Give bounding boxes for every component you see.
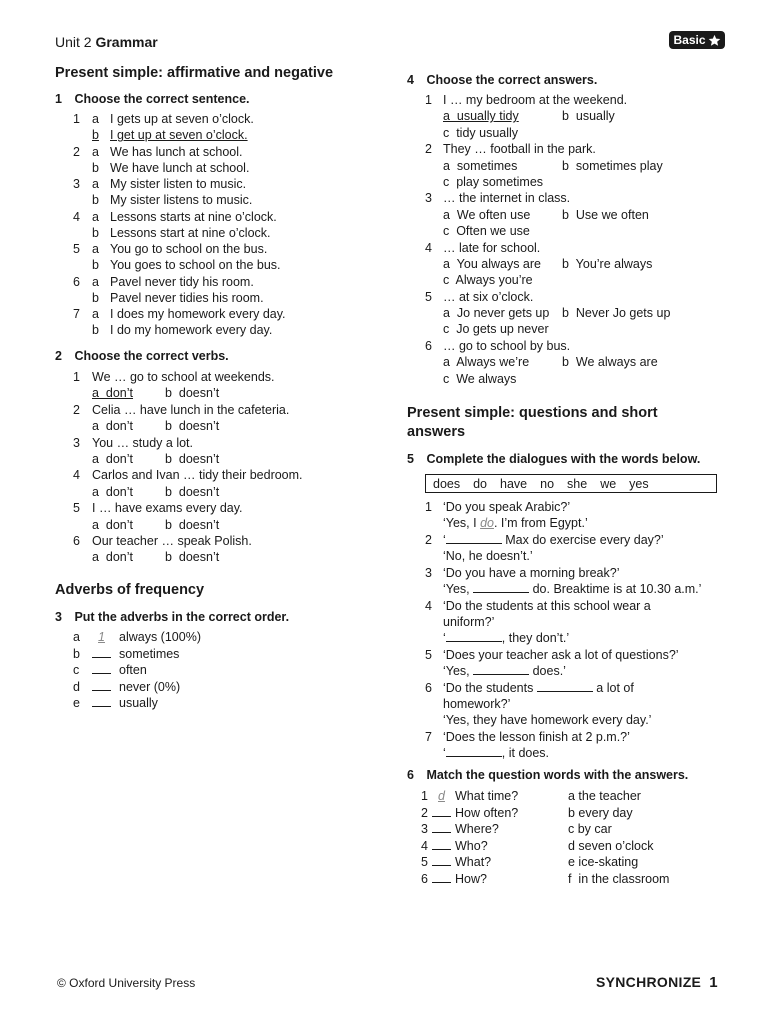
ex1-option-b[interactable]: My sister listens to music. [110, 193, 253, 208]
ex2-option-a[interactable]: a don’t [92, 386, 134, 401]
star-icon [708, 34, 721, 47]
ex4-option-a[interactable]: a sometimes [443, 158, 518, 173]
d7-question: ‘Does the lesson finish at 2 p.m.?’ [443, 730, 630, 744]
ex4-instruction: Choose the correct answers. [426, 73, 598, 87]
ex1-option-b[interactable]: I get up at seven o’clock. [110, 128, 248, 143]
ex2-option-b[interactable]: b doesn’t [165, 386, 220, 401]
ex1-item-number: 1 [73, 112, 80, 126]
ex1-option-b[interactable]: We have lunch at school. [110, 160, 250, 175]
ex4-question: … go to school by bus. [443, 339, 571, 353]
ex6-answer-option: a the teacher [568, 789, 641, 803]
d3-num: 3 [425, 566, 432, 580]
ex3-number: 3 [55, 610, 62, 624]
ex4-option-a[interactable]: a usually tidy [443, 109, 519, 124]
ex2-option-a[interactable]: a don’t [92, 451, 134, 466]
ex4-option-b[interactable]: b Use we often [562, 207, 649, 222]
d2-answer: ‘No, he doesn’t.’ [443, 549, 533, 563]
ex6-answer-blank[interactable]: d [438, 789, 445, 803]
d3-blank[interactable] [473, 582, 529, 593]
ex1-option-b[interactable]: Lessons start at nine o’clock. [110, 225, 271, 240]
ex4-option-c[interactable]: c tidy usually [443, 125, 519, 140]
ex1-option-letter[interactable]: b [92, 160, 99, 175]
ex2-question: Celia … have lunch in the cafeteria. [92, 402, 290, 417]
ex4-option-b[interactable]: b usually [562, 109, 615, 124]
d4-question-l2: uniform?’ [443, 615, 495, 629]
word-box [425, 474, 717, 493]
heading-questions-l2: answers [407, 424, 466, 440]
ex1-option-a[interactable]: You go to school on the bus. [110, 242, 268, 256]
d5-blank[interactable] [473, 664, 529, 675]
copyright: © Oxford University Press [57, 976, 196, 990]
ex1-option-a[interactable]: Lessons starts at nine o’clock. [110, 209, 277, 224]
ex4-option-a[interactable]: a You always are [443, 256, 541, 271]
page-number: 1 [709, 974, 718, 991]
ex2-question: I … have exams every day. [92, 501, 243, 516]
ex3-instruction: Put the adverbs in the correct order. [74, 610, 290, 624]
ex3-answer-blank[interactable]: 1 [98, 630, 105, 644]
d6-num: 6 [425, 681, 432, 695]
ex6-question-word: Who? [455, 838, 488, 853]
ex4-heading [407, 73, 597, 87]
ex2-option-b[interactable]: b doesn’t [165, 550, 220, 565]
ex6-question-word: What time? [455, 789, 519, 803]
word-box-word: yes [629, 476, 649, 491]
level-badge [669, 31, 725, 49]
ex4-item-number: 3 [425, 191, 432, 206]
ex1-item-number: 7 [73, 307, 80, 321]
ex4-option-c[interactable]: c Often we use [443, 224, 530, 238]
ex1-option-letter[interactable]: b [92, 128, 99, 143]
word-box-word: does [433, 476, 461, 491]
ex3-answer-blank[interactable] [92, 662, 111, 678]
ex6-item-number: 6 [421, 871, 428, 886]
d6-blank[interactable] [537, 681, 593, 692]
ex2-heading [55, 349, 229, 363]
ex2-number: 2 [55, 349, 62, 363]
ex1-option-letter[interactable]: a [92, 307, 99, 321]
d2-num: 2 [425, 533, 432, 547]
d4-blank[interactable] [446, 631, 502, 642]
ex2-item-number: 3 [73, 435, 80, 450]
d4-answer: ‘ , they don’t.’ [443, 631, 570, 645]
d1-example-answer: do [480, 516, 494, 530]
ex6-answer-option: f in the classroom [568, 871, 670, 886]
ex2-option-b[interactable]: b doesn’t [165, 451, 220, 466]
ex6-answer-blank[interactable] [432, 871, 451, 887]
ex6-item-number: 2 [421, 805, 428, 820]
ex2-question: We … go to school at weekends. [92, 370, 275, 384]
ex5-instruction: Complete the dialogues with the words below. [426, 452, 701, 466]
ex4-item-number: 1 [425, 93, 432, 107]
ex3-adverb: sometimes [119, 646, 180, 661]
ex1-option-b[interactable]: Pavel never tidies his room. [110, 290, 264, 305]
d3-question: ‘Do you have a morning break?’ [443, 566, 620, 580]
ex6-item-number: 3 [421, 822, 428, 836]
ex4-question: … the internet in class. [443, 191, 571, 206]
d2-question: ‘ Max do exercise every day?’ [443, 533, 664, 547]
ex6-item-number: 5 [421, 855, 428, 869]
d6-answer: ‘Yes, they have homework every day.’ [443, 713, 652, 727]
ex4-item-number: 5 [425, 289, 432, 304]
ex1-item-number: 5 [73, 242, 80, 256]
ex1-option-a[interactable]: We has lunch at school. [110, 144, 243, 159]
ex6-question-word: How often? [455, 805, 519, 820]
ex3-item-letter: c [73, 663, 80, 677]
ex1-option-letter[interactable]: a [92, 209, 99, 224]
ex3-heading [55, 610, 289, 624]
ex3-adverb: always (100%) [119, 630, 201, 644]
ex1-option-a[interactable]: Pavel never tidy his room. [110, 274, 254, 289]
ex1-instruction: Choose the correct sentence. [74, 92, 250, 106]
ex2-option-b[interactable]: b doesn’t [165, 517, 220, 532]
ex2-item-number: 5 [73, 501, 80, 516]
ex2-question: You … study a lot. [92, 435, 193, 450]
ex1-heading [55, 92, 250, 106]
ex6-question-word: How? [455, 871, 487, 886]
ex4-question: … at six o’clock. [443, 289, 534, 304]
ex5-number: 5 [407, 452, 414, 466]
d1-answer: ‘Yes, I do. I’m from Egypt.’ [443, 516, 588, 530]
ex1-option-letter[interactable]: b [92, 290, 99, 305]
d6-question-l2: homework?’ [443, 697, 511, 711]
ex4-item-number: 4 [425, 240, 432, 255]
heading-questions-l1: Present simple: questions and short [407, 405, 658, 421]
ex1-number: 1 [55, 92, 62, 106]
ex4-option-b[interactable]: b We always are [562, 355, 658, 370]
ex1-item-number: 4 [73, 209, 80, 224]
ex4-option-b[interactable]: b sometimes play [562, 158, 663, 173]
ex6-heading [407, 768, 688, 782]
ex1-option-a[interactable]: I gets up at seven o’clock. [110, 112, 254, 126]
word-box-word: no [540, 476, 555, 491]
ex2-option-a[interactable]: a don’t [92, 517, 134, 532]
ex4-item-number: 6 [425, 339, 432, 353]
d4-question-l1: ‘Do the students at this school wear a [443, 599, 651, 613]
ex2-option-a[interactable]: a don’t [92, 419, 134, 434]
ex1-option-letter[interactable]: a [92, 274, 99, 289]
ex1-option-letter[interactable]: b [92, 225, 99, 240]
ex4-option-c[interactable]: c We always [443, 371, 517, 386]
ex1-option-b[interactable]: I do my homework every day. [110, 323, 273, 338]
ex3-answer-blank[interactable] [92, 679, 111, 695]
ex1-option-a[interactable]: My sister listen to music. [110, 177, 247, 191]
ex4-question: I … my bedroom at the weekend. [443, 93, 628, 107]
ex3-adverb: never (0%) [119, 679, 181, 694]
ex2-item-number: 2 [73, 402, 80, 417]
ex5-heading [407, 452, 700, 466]
ex1-option-a[interactable]: I does my homework every day. [110, 307, 286, 321]
d5-question: ‘Does your teacher ask a lot of questions?’ [443, 648, 679, 662]
ex6-answer-option: c by car [568, 822, 612, 836]
ex4-number: 4 [407, 73, 414, 87]
d7-num: 7 [425, 730, 432, 744]
d3-answer: ‘Yes, do. Breaktime is at 10.30 a.m.’ [443, 582, 702, 596]
ex2-item-number: 6 [73, 534, 80, 548]
ex3-adverb: often [119, 663, 147, 677]
d5-num: 5 [425, 648, 432, 662]
brand-name: SYNCHRONIZE [596, 974, 702, 990]
ex3-answer-blank[interactable] [92, 695, 111, 711]
brand-footer [596, 974, 718, 991]
ex4-option-b[interactable]: b Never Jo gets up [562, 306, 671, 321]
ex2-question: Our teacher … speak Polish. [92, 534, 252, 548]
ex1-option-letter[interactable]: b [92, 258, 99, 273]
ex3-item-letter: e [73, 696, 80, 710]
d1-num: 1 [425, 500, 432, 514]
unit-title [55, 34, 158, 50]
d2-blank[interactable] [446, 533, 502, 544]
ex6-instruction: Match the question words with the answers. [426, 768, 689, 782]
ex1-option-letter[interactable]: a [92, 112, 99, 126]
ex3-adverb: usually [119, 696, 158, 710]
ex4-question: They … football in the park. [443, 142, 596, 157]
ex1-item-number: 2 [73, 144, 80, 159]
ex4-option-c[interactable]: c Jo gets up never [443, 322, 549, 337]
ex4-option-b[interactable]: b You’re always [562, 256, 653, 271]
ex6-item-number: 4 [421, 838, 428, 853]
ex4-question: … late for school. [443, 240, 541, 255]
word-box-word: she [567, 476, 588, 491]
ex2-item-number: 4 [73, 468, 80, 483]
d5-answer: ‘Yes, does.’ [443, 664, 566, 678]
ex3-answer-blank[interactable] [92, 646, 111, 662]
unit-label: Unit 2 [55, 34, 92, 50]
ex4-item-number: 2 [425, 142, 432, 157]
ex2-option-a[interactable]: a don’t [92, 550, 134, 565]
ex1-option-letter[interactable]: b [92, 193, 99, 208]
ex6-item-number: 1 [421, 789, 428, 803]
ex6-answer-option: d seven o’clock [568, 838, 654, 853]
ex1-option-b[interactable]: You goes to school on the bus. [110, 258, 281, 273]
ex6-answer-option: e ice-skating [568, 855, 639, 869]
ex3-item-letter: d [73, 679, 80, 694]
ex1-option-letter[interactable]: a [92, 242, 99, 256]
word-box-word: have [500, 476, 528, 491]
ex4-option-c[interactable]: c Always you’re [443, 273, 533, 288]
ex2-option-b[interactable]: b doesn’t [165, 484, 220, 499]
d6-question-l1: ‘Do the students a lot of [443, 681, 634, 695]
ex1-item-number: 3 [73, 177, 80, 191]
ex2-option-a[interactable]: a don’t [92, 484, 134, 499]
ex6-answer-blank[interactable] [432, 854, 451, 870]
ex2-item-number: 1 [73, 370, 80, 384]
d7-answer: ‘ , it does. [443, 746, 550, 760]
ex6-answer-blank[interactable] [432, 805, 451, 821]
d1-question: ‘Do you speak Arabic?’ [443, 500, 571, 514]
ex2-question: Carlos and Ivan … tidy their bedroom. [92, 468, 303, 483]
d7-blank[interactable] [446, 746, 502, 757]
d4-num: 4 [425, 599, 432, 613]
word-box-word: we [600, 476, 617, 491]
ex1-option-letter[interactable]: a [92, 177, 99, 191]
ex6-answer-option: b every day [568, 805, 633, 820]
ex6-answer-blank[interactable] [432, 821, 451, 837]
ex6-question-word: What? [455, 855, 492, 869]
ex4-option-a[interactable]: a We often use [443, 207, 531, 222]
ex6-question-word: Where? [455, 822, 499, 836]
badge-label: Basic [673, 33, 706, 47]
ex3-item-letter: a [73, 630, 80, 644]
ex4-option-a[interactable]: a Jo never gets up [443, 306, 550, 321]
ex4-option-a[interactable]: a Always we’re [443, 355, 530, 370]
heading-adverbs: Adverbs of frequency [55, 582, 205, 598]
ex1-option-letter[interactable]: a [92, 144, 99, 159]
ex6-answer-blank[interactable] [432, 838, 451, 854]
word-box-word: do [473, 476, 488, 491]
ex2-instruction: Choose the correct verbs. [74, 349, 229, 363]
heading-present-simple: Present simple: affirmative and negative [55, 65, 334, 81]
ex4-option-c[interactable]: c play sometimes [443, 174, 544, 189]
ex6-number: 6 [407, 768, 414, 782]
ex2-option-b[interactable]: b doesn’t [165, 419, 220, 434]
ex1-option-letter[interactable]: b [92, 323, 99, 338]
section-label: Grammar [95, 34, 158, 50]
ex1-item-number: 6 [73, 274, 80, 289]
ex3-item-letter: b [73, 646, 80, 661]
